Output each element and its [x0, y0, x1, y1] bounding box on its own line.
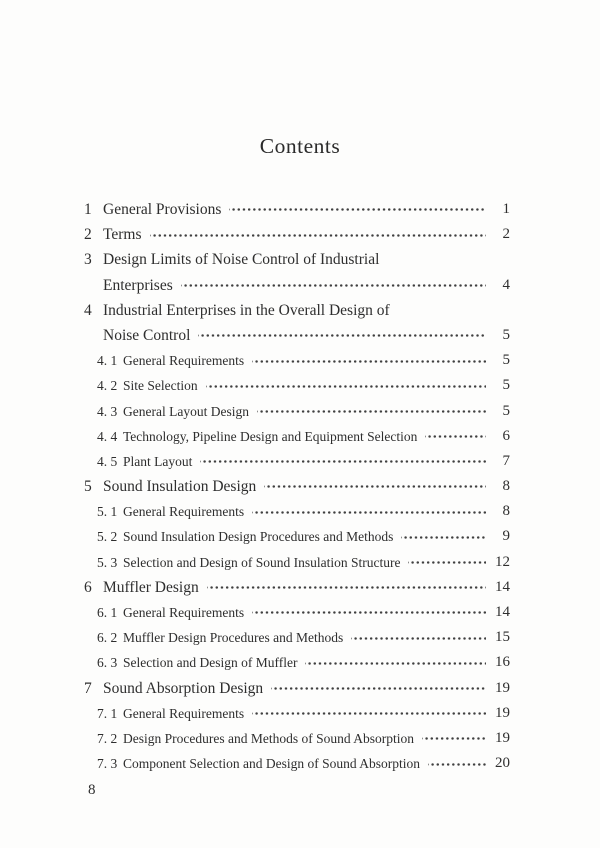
dot-leader [150, 222, 486, 247]
entry-page-number: 5 [502, 352, 510, 369]
entry-title: General Provisions [103, 201, 222, 218]
entry-number: 4. 3 [97, 403, 118, 419]
dot-leader [252, 348, 486, 373]
entry-number: 6. 3 [97, 655, 118, 671]
entry-number: 6 [84, 578, 92, 596]
dot-leader [408, 550, 486, 575]
entry-title: Muffler Design [103, 578, 199, 596]
dot-leader [198, 323, 486, 348]
toc-entry [84, 701, 510, 726]
toc-entry [84, 600, 510, 625]
page-title: Contents [259, 134, 341, 158]
dot-leader [200, 449, 486, 474]
toc-entry [84, 247, 510, 272]
dot-leader [252, 600, 486, 625]
entry-title: Sound Absorption Design [103, 679, 264, 697]
entry-title: General Layout Design [123, 403, 249, 419]
entry-page-number: 12 [495, 553, 510, 570]
toc-entry [84, 424, 510, 449]
entry-page-number: 19 [495, 729, 510, 746]
entry-page-number: 20 [495, 755, 510, 772]
entry-title: General Requirements [123, 504, 245, 520]
dot-leader [428, 751, 486, 776]
entry-number: 3 [84, 251, 92, 269]
dot-leader [257, 399, 486, 424]
entry-page-number: 19 [495, 704, 510, 721]
toc-entry [84, 298, 510, 323]
entry-page-number: 1 [502, 201, 510, 217]
toc-entry [84, 650, 510, 675]
toc-entry [84, 222, 510, 247]
entry-title: Sound Insulation Design [103, 478, 257, 496]
dot-leader [207, 575, 486, 600]
toc-entry [84, 625, 510, 650]
entry-title: Design Procedures and Methods of Sound Absorption [123, 730, 414, 746]
entry-page-number: 4 [502, 276, 510, 293]
entry-page-number: 14 [495, 604, 510, 620]
toc-entry [84, 676, 510, 701]
entry-title: Sound Insulation Design Procedures and Methods [123, 529, 394, 545]
entry-page-number: 7 [502, 452, 510, 469]
entry-number: 5. 1 [97, 504, 118, 520]
toc-entry [84, 474, 510, 499]
entry-number: 5. 3 [97, 554, 118, 570]
entry-title: Component Selection and Design of Sound Absorption [123, 756, 420, 772]
entry-page-number: 8 [502, 503, 510, 520]
dot-leader [206, 373, 486, 398]
entry-title: General Requirements [123, 705, 245, 721]
dot-leader [252, 701, 486, 726]
dot-leader [401, 524, 486, 549]
entry-page-number: 15 [495, 629, 510, 646]
entry-page-number: 6 [502, 427, 510, 444]
entry-title-continued: Enterprises [103, 276, 173, 294]
toc-entry [84, 524, 510, 549]
entry-page-number: 19 [495, 679, 510, 696]
entry-number: 1 [84, 201, 92, 218]
entry-title: Design Limits of Noise Control of Industrial [103, 251, 380, 269]
entry-page-number: 5 [502, 377, 510, 394]
entry-number: 7. 3 [97, 756, 118, 772]
entry-title: Technology, Pipeline Design and Equipment Selection [123, 428, 418, 444]
entry-page-number: 2 [502, 226, 510, 243]
entry-page-number: 5 [502, 326, 510, 343]
dot-leader [271, 676, 486, 701]
entry-number: 2 [84, 226, 92, 244]
dot-leader [264, 474, 486, 499]
entry-number: 4. 5 [97, 453, 118, 469]
toc-entry [84, 399, 510, 424]
entry-page-number: 9 [502, 528, 510, 545]
entry-number: 4. 1 [97, 353, 118, 369]
entry-title: Site Selection [123, 378, 198, 394]
entry-number: 4. 2 [97, 378, 118, 394]
entry-page-number: 8 [502, 478, 510, 495]
entry-number: 4. 4 [97, 428, 118, 444]
toc-entry [84, 751, 510, 776]
entry-title: General Requirements [123, 605, 245, 620]
entry-title: Plant Layout [123, 453, 193, 469]
dot-leader [229, 197, 486, 222]
dot-leader [305, 650, 486, 675]
toc-entry [84, 348, 510, 373]
entry-title-continued: Noise Control [103, 326, 191, 344]
entry-number: 7. 2 [97, 730, 118, 746]
toc-entry [84, 575, 510, 600]
entry-number: 7. 1 [97, 705, 118, 721]
dot-leader [425, 424, 486, 449]
entry-number: 6. 2 [97, 630, 118, 646]
toc-entry [84, 550, 510, 575]
toc-entry [84, 449, 510, 474]
entry-title: Terms [103, 226, 142, 244]
entry-number: 6. 1 [97, 605, 118, 620]
entry-page-number: 16 [495, 654, 510, 671]
entry-page-number: 14 [495, 578, 510, 595]
entry-title: General Requirements [123, 353, 245, 369]
entry-number: 4 [84, 301, 92, 319]
dot-leader [351, 625, 486, 650]
entry-number: 5. 2 [97, 529, 118, 545]
dot-leader [252, 499, 486, 524]
entry-page-number: 5 [502, 402, 510, 419]
toc-entry-continuation [84, 273, 510, 298]
toc-entry-continuation [84, 323, 510, 348]
dot-leader [181, 273, 486, 298]
toc-entry [84, 499, 510, 524]
toc-entry [84, 197, 510, 222]
entry-number: 7 [84, 679, 92, 697]
dot-leader [422, 726, 486, 751]
entry-number: 5 [84, 478, 92, 496]
toc-entry [84, 726, 510, 751]
toc-list [84, 197, 510, 776]
toc-entry [84, 373, 510, 398]
entry-title: Industrial Enterprises in the Overall Design of [103, 301, 390, 319]
entry-title: Selection and Design of Sound Insulation Structure [123, 554, 401, 570]
entry-title: Selection and Design of Muffler [123, 655, 298, 671]
entry-title: Muffler Design Procedures and Methods [123, 630, 344, 646]
page-number: 8 [88, 782, 96, 798]
